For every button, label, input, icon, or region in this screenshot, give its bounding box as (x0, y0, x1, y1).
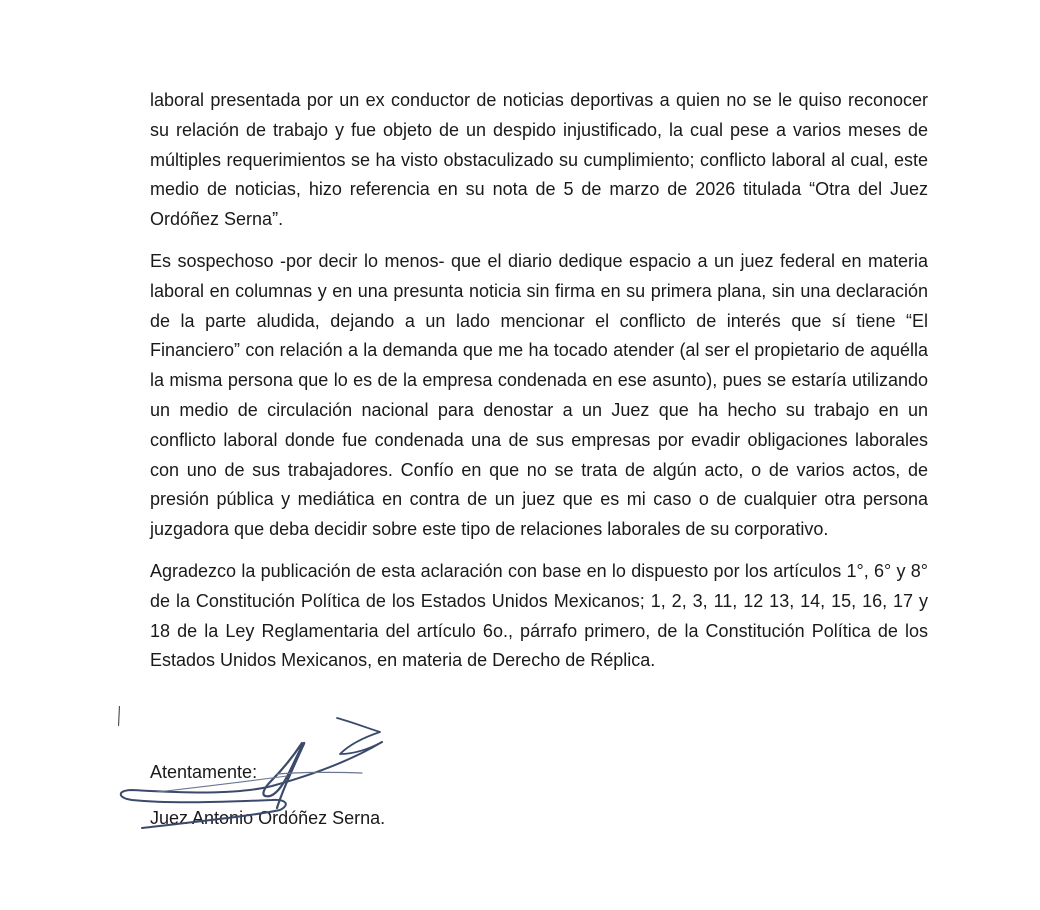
paragraph-suspicion: Es sospechoso -por decir lo menos- que el diario dedique espacio a un juez federal en materia laboral en columnas y en una presunta noticia sin firma en su primera plana, sin una declaración de la parte aludida, dejando a un lado mencionar el conflicto de interés que sí tiene “El Financiero” con relación a la demanda que me ha tocado atender (al ser el propietario de aquélla la misma persona que lo es de la empresa condenada en ese asunto), pues se estaría utilizando un medio de circulación nacional para denostar a un Juez que ha hecho su trabajo en un conflicto laboral donde fue condenada una de sus empresas por evadir obligaciones laborales con uno de sus trabajadores. Confío en que no se trata de algún acto, o de varios actos, de presión pública y mediática en contra de un juez que es mi caso o de cualquier otra persona juzgadora que deba decidir sobre este tipo de relaciones laborales de su corporativo. (150, 250, 928, 540)
margin-tick-mark (118, 706, 120, 726)
signer-name: Juez Antonio Ordóñez Serna. (150, 808, 386, 828)
document-body (150, 86, 928, 688)
paragraph-legal-basis: Agradezco la publicación de esta aclaración con base en lo dispuesto por los artículos 1°, 6° y 8° de la Constitución Política de los Estados Unidos Mexicanos; 1, 2, 3, 11, 12 13, 14, 15, 16, 17 y 18 de la Ley Reglamentaria del artículo 6o., párrafo primero, de la Constitución Política de los Estados Unidos Mexicanos, en materia de Derecho de Réplica. (150, 560, 928, 671)
paragraph-conflict: laboral presentada por un ex conductor de noticias deportivas a quien no se le quiso reconocer su relación de trabajo y fue objeto de un despido injustificado, la cual pese a varios meses de múltiples requerimientos se ha visto obstaculizado su cumplimiento; conflicto laboral al cual, este medio de noticias, hizo referencia en su nota de 5 de marzo de 2026 titulada “Otra del Juez Ordóñez Serna”. (150, 90, 928, 230)
closing-salutation: Atentamente: (150, 762, 258, 782)
